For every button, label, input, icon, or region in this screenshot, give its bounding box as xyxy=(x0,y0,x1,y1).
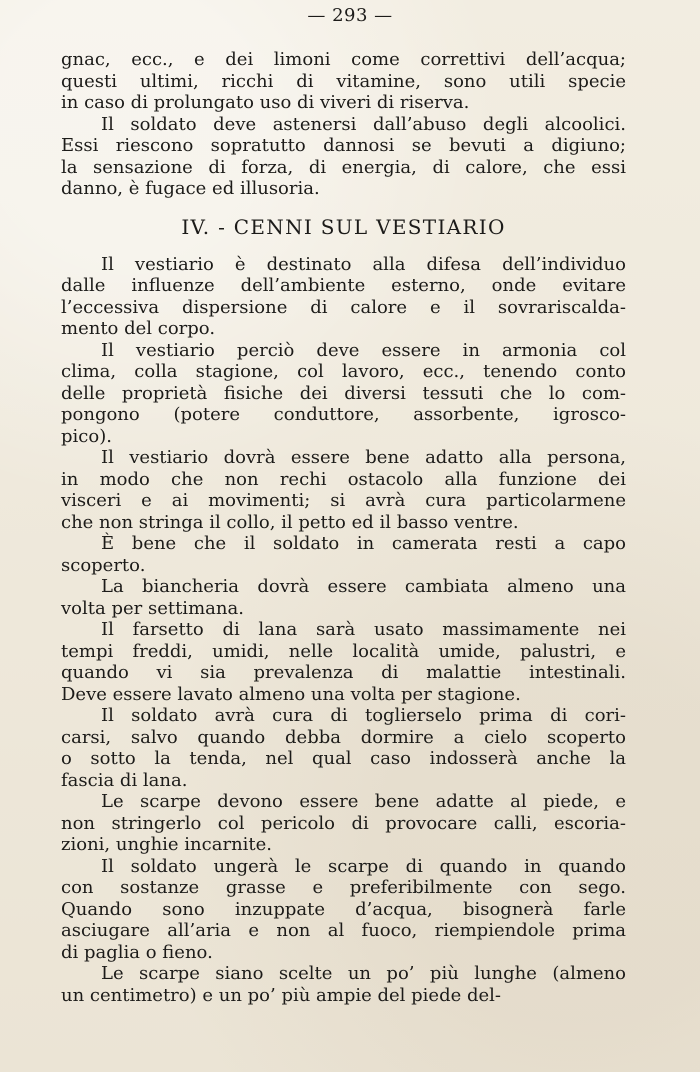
text-line: Le scarpe devono essere bene adatte al piede, e xyxy=(101,791,626,812)
text-line: È bene che il soldato in camerata resti a capo xyxy=(101,533,626,554)
paragraph xyxy=(61,791,626,856)
paragraph xyxy=(61,114,626,200)
text-line: non stringerlo col pericolo di provocare calli, escoria- xyxy=(61,812,626,834)
text-line: in modo che non rechi ostacolo alla funzione dei xyxy=(61,468,626,490)
text-line: in caso di prolungato uso di viveri di riserva. xyxy=(61,92,470,113)
text-line: tempi freddi, umidi, nelle località umide, palustri, e xyxy=(61,640,626,662)
text-line: La biancheria dovrà essere cambiata almeno una xyxy=(101,576,626,597)
text-line: che non stringa il collo, il petto ed il basso ventre. xyxy=(61,511,519,533)
text-line: visceri e ai movimenti; si avrà cura particolarmene xyxy=(61,490,626,511)
text-line: fascia di lana. xyxy=(61,769,188,791)
text-line: Il vestiario perciò deve essere in armonia col xyxy=(101,339,626,361)
text-line: di paglia o fieno. xyxy=(61,941,213,963)
paragraph xyxy=(61,856,626,964)
text-line: Deve essere lavato almeno una volta per stagione. xyxy=(61,683,521,705)
paragraph xyxy=(61,340,626,448)
text-line: asciugare all’aria e non al fuoco, riempiendole prima xyxy=(61,920,626,941)
text-line: pico). xyxy=(61,425,112,447)
paragraph xyxy=(61,705,626,791)
text-after-section xyxy=(61,254,626,1007)
text-line: Il farsetto di lana sarà usato massimamente nei xyxy=(101,619,626,640)
text-line: Il soldato avrà cura di toglierselo prima di cori- xyxy=(101,705,626,726)
text-line: Essi riescono sopratutto dannosi se bevuti a digiuno; xyxy=(61,135,626,156)
text-line: dalle influenze dell’ambiente esterno, onde evitare xyxy=(61,275,626,296)
text-line: danno, è fugace ed illusoria. xyxy=(61,178,320,199)
paragraph xyxy=(61,254,626,340)
text-line: con sostanze grasse e preferibilmente con sego. xyxy=(61,877,626,898)
text-line: questi ultimi, ricchi di vitamine, sono utili specie xyxy=(61,70,626,92)
text-line: un centimetro) e un po’ più ampie del piede del- xyxy=(61,984,501,1006)
paragraph xyxy=(61,619,626,705)
text-line: pongono (potere conduttore, assorbente, igrosco- xyxy=(61,404,626,425)
paragraph xyxy=(61,447,626,533)
paragraph xyxy=(61,49,626,114)
text-line: clima, colla stagione, col lavoro, ecc., tenendo conto xyxy=(61,361,626,382)
text-line: l’eccessiva dispersione di calore e il sovrariscalda- xyxy=(61,296,626,318)
text-line: zioni, unghie incarnite. xyxy=(61,834,273,855)
text-line: scoperto. xyxy=(61,554,146,576)
section-title: IV. - CENNI SUL VESTIARIO xyxy=(181,214,506,239)
page-number: — 293 — xyxy=(307,5,393,26)
text-line: gnac, ecc., e dei limoni come correttivi dell’acqua; xyxy=(61,49,626,70)
text-line: Il vestiario dovrà essere bene adatto alla persona, xyxy=(101,447,626,468)
text-line: delle proprietà fisiche dei diversi tessuti che lo com- xyxy=(61,382,626,404)
text-line: quando vi sia prevalenza di malattie intestinali. xyxy=(61,662,626,683)
paragraph xyxy=(61,576,626,619)
text-line: Quando sono inzuppate d’acqua, bisognerà farle xyxy=(61,898,626,920)
text-line: Le scarpe siano scelte un po’ più lunghe (almeno xyxy=(101,963,626,984)
text-line: Il vestiario è destinato alla difesa dell’individuo xyxy=(101,253,626,275)
text-line: Il soldato ungerà le scarpe di quando in quando xyxy=(101,855,626,877)
text-before-section xyxy=(61,49,626,200)
text-line: volta per settimana. xyxy=(61,597,244,619)
text-line: Il soldato deve astenersi dall’abuso degli alcoolici. xyxy=(101,113,626,135)
page-body xyxy=(61,49,626,1006)
text-line: la sensazione di forza, di energia, di calore, che essi xyxy=(61,156,626,178)
text-line: o sotto la tenda, nel qual caso indosserà anche la xyxy=(61,748,626,769)
paragraph xyxy=(61,963,626,1006)
text-line: carsi, salvo quando debba dormire a cielo scoperto xyxy=(61,726,626,748)
paragraph xyxy=(61,533,626,576)
text-line: mento del corpo. xyxy=(61,318,216,339)
